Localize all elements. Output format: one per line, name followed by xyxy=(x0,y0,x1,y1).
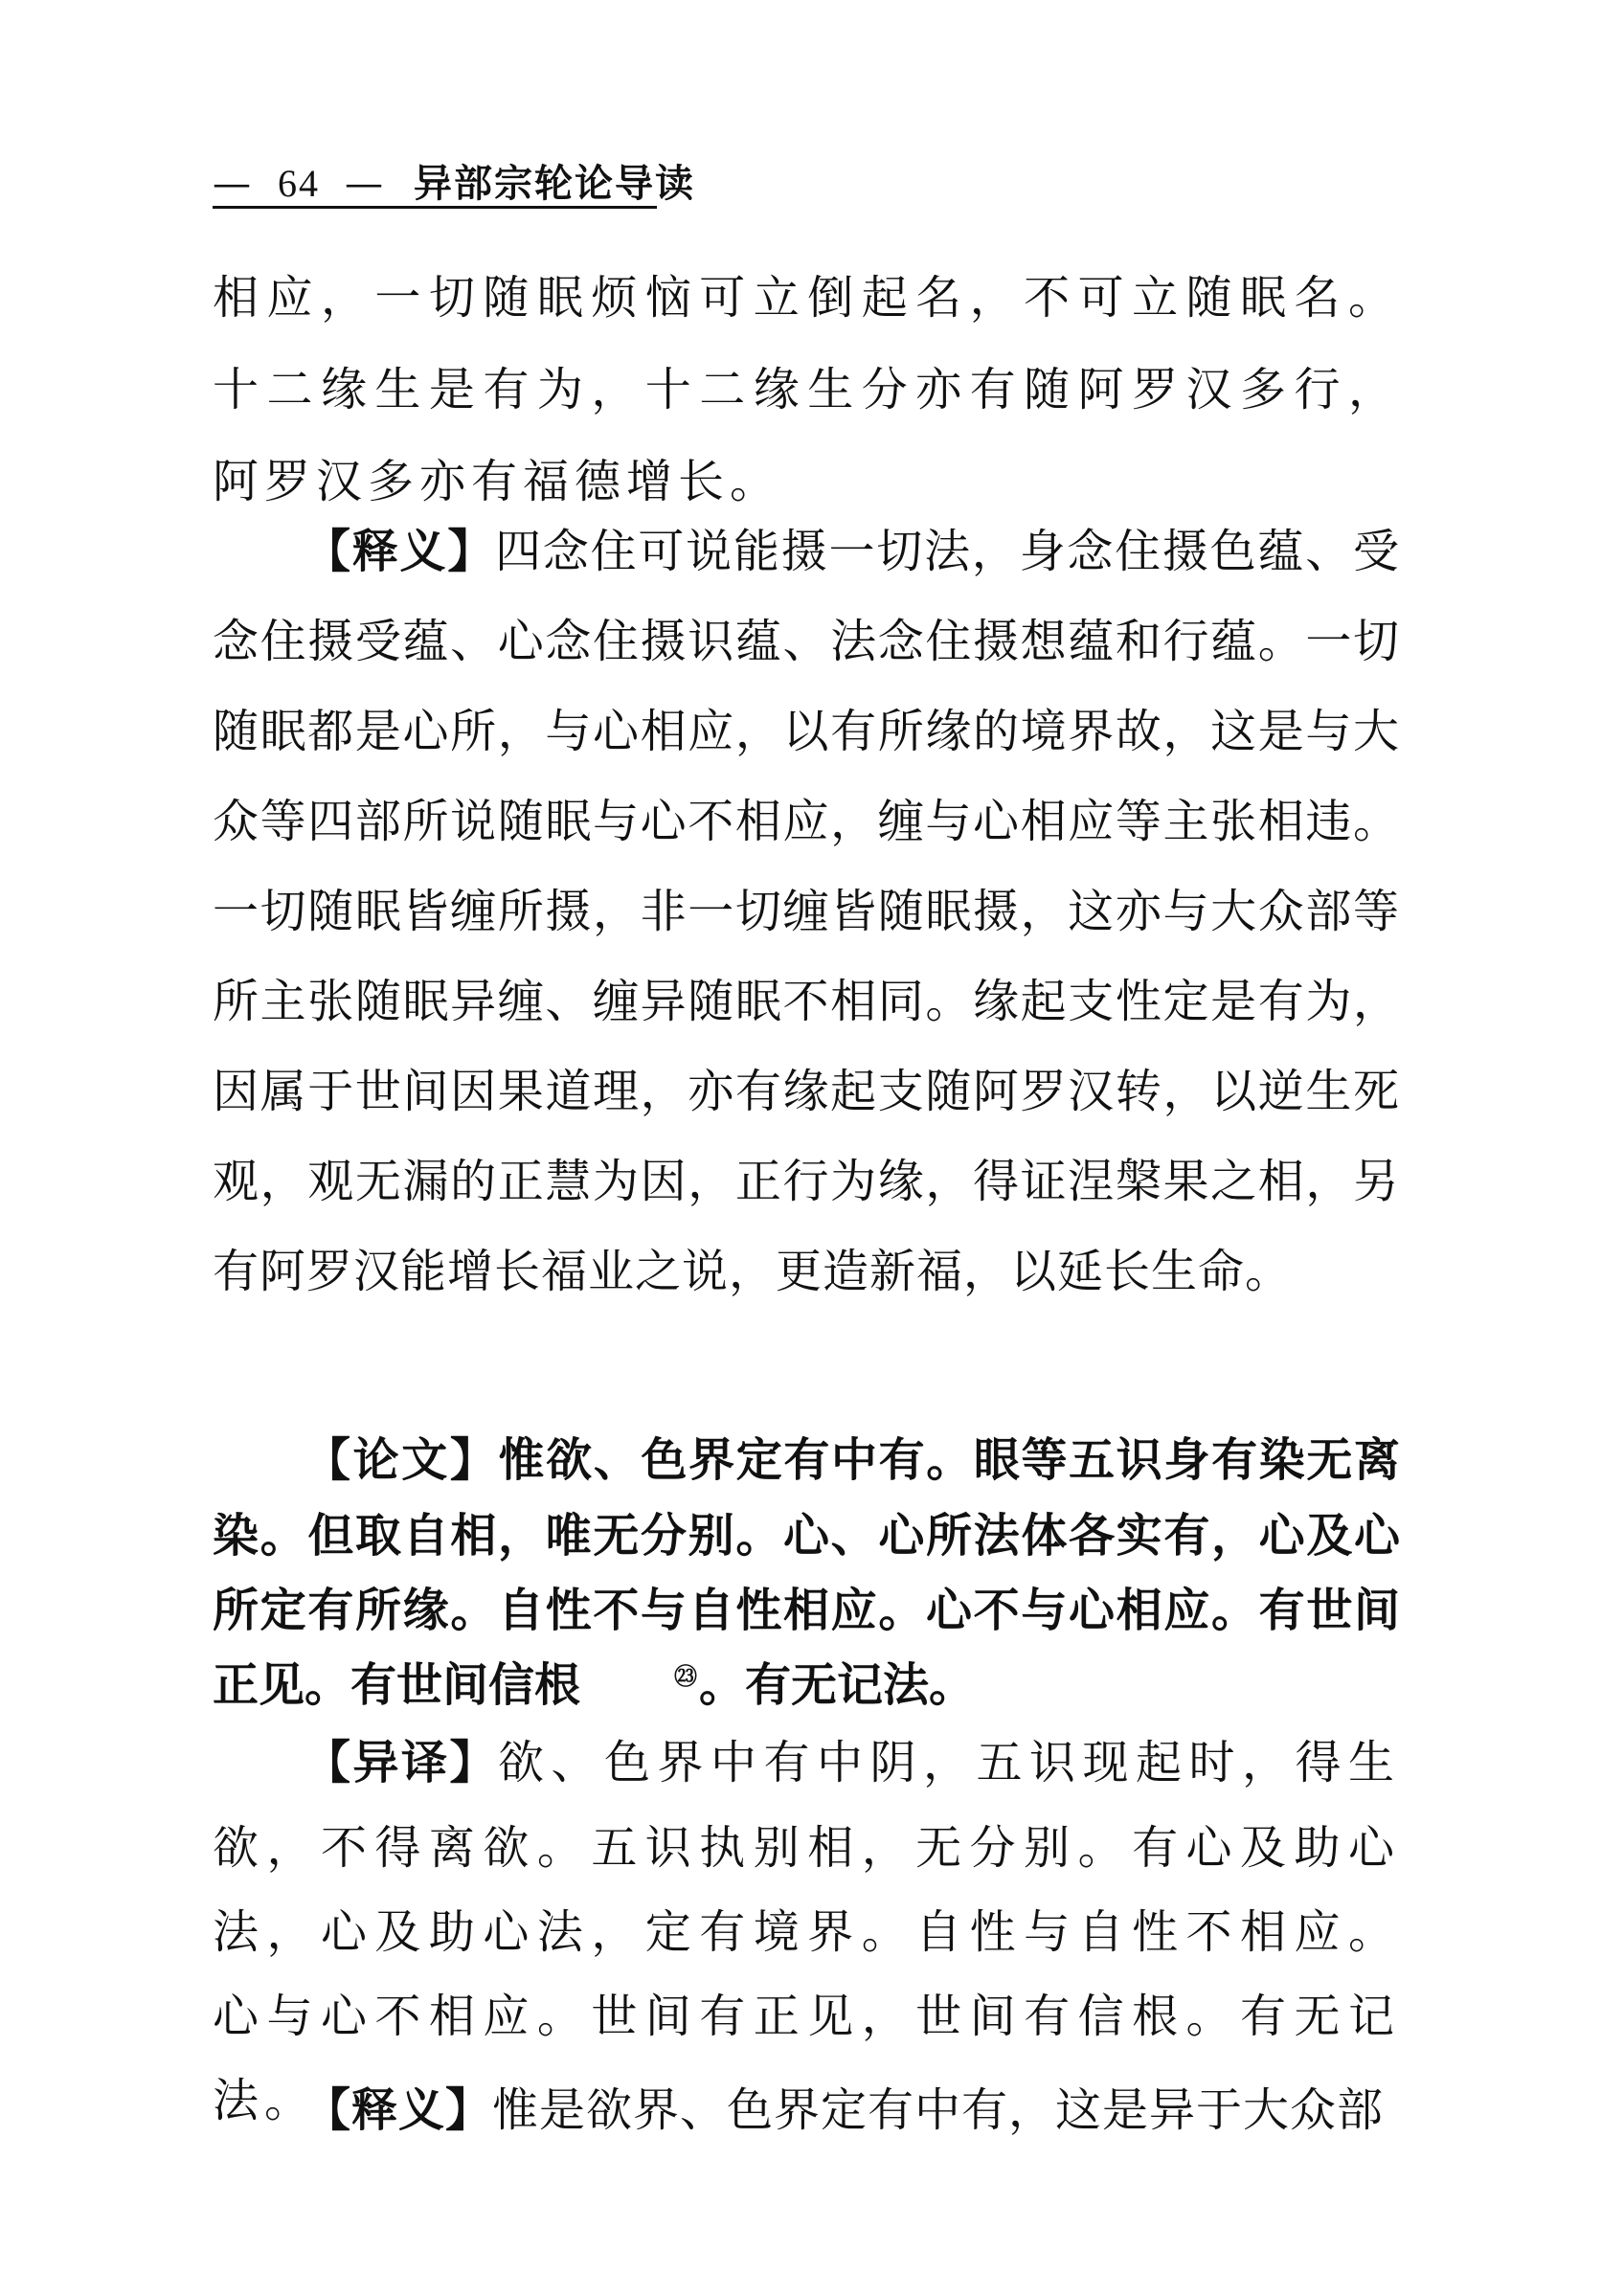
header-dash-right: — xyxy=(345,162,385,206)
section-label: 【异译】 xyxy=(304,1738,498,1789)
paragraph-text-tail: 。有无记法。 xyxy=(699,1658,976,1712)
paragraph-text: 惟是欲界、色界定有中有，这是异于大众部 xyxy=(492,2085,1385,2136)
book-title: 异部宗轮论导读 xyxy=(414,161,695,206)
running-header xyxy=(213,153,695,208)
header-dash-left: — xyxy=(213,162,253,206)
commentary-paragraph xyxy=(213,507,1400,1317)
commentary-paragraph xyxy=(213,2068,1400,2154)
paragraph-text: 相应，一切随眠烦恼可立倒起名，不可立随眠名。十二缘生是有为，十二缘生分亦有随阿罗汉多行，阿罗汉多亦有福德增长。 xyxy=(213,271,1400,508)
paragraph-text: 欲、色界中有中阴，五识现起时，得生欲，不得离欲。五识执别相，无分别。有心及助心法，心及助心法，定有境界。自性与自性不相应。心与心不相应。世间有正见，世间有信根。有无记法。 xyxy=(213,1736,1400,2127)
treatise-paragraph xyxy=(213,1423,1400,1722)
page-number: 64 xyxy=(278,162,320,205)
footnote-marker: ㉓ xyxy=(674,1663,698,1690)
header-rule xyxy=(213,206,657,209)
paragraph-text: 四念住可说能摄一切法，身念住摄色蕴、受念住摄受蕴、心念住摄识蕴、法念住摄想蕴和行蕴。一切随眠都是心所，与心相应，以有所缘的境界故，这是与大众等四部所说随眠与心不相应，缠与心相应等主张相违。一切随眠皆缠所摄，非一切缠皆随眠摄，这亦与大众部等所主张随眠异缠、缠异随眠不相同。缘起支性定是有为，因属于世间因果道理，亦有缘起支随阿罗汉转，以逆生死观，观无漏的正慧为因，正行为缘，得证涅槃果之相，另有阿罗汉能增长福业之说，更造新福，以延长生命。 xyxy=(213,527,1400,1297)
section-label: 【论文】 xyxy=(304,1435,499,1486)
section-label: 【释义】 xyxy=(304,2085,493,2136)
paragraph-text: 惟欲、色界定有中有。眼等五识身有染无离染。但取自相，唯无分别。心、心所法体各实有，心及心所定有所缘。自性不与自性相应。心不与心相应。有世间正见。有世间信根 xyxy=(213,1433,1400,1712)
continued-paragraph xyxy=(213,252,1400,528)
section-label: 【释义】 xyxy=(304,527,496,577)
